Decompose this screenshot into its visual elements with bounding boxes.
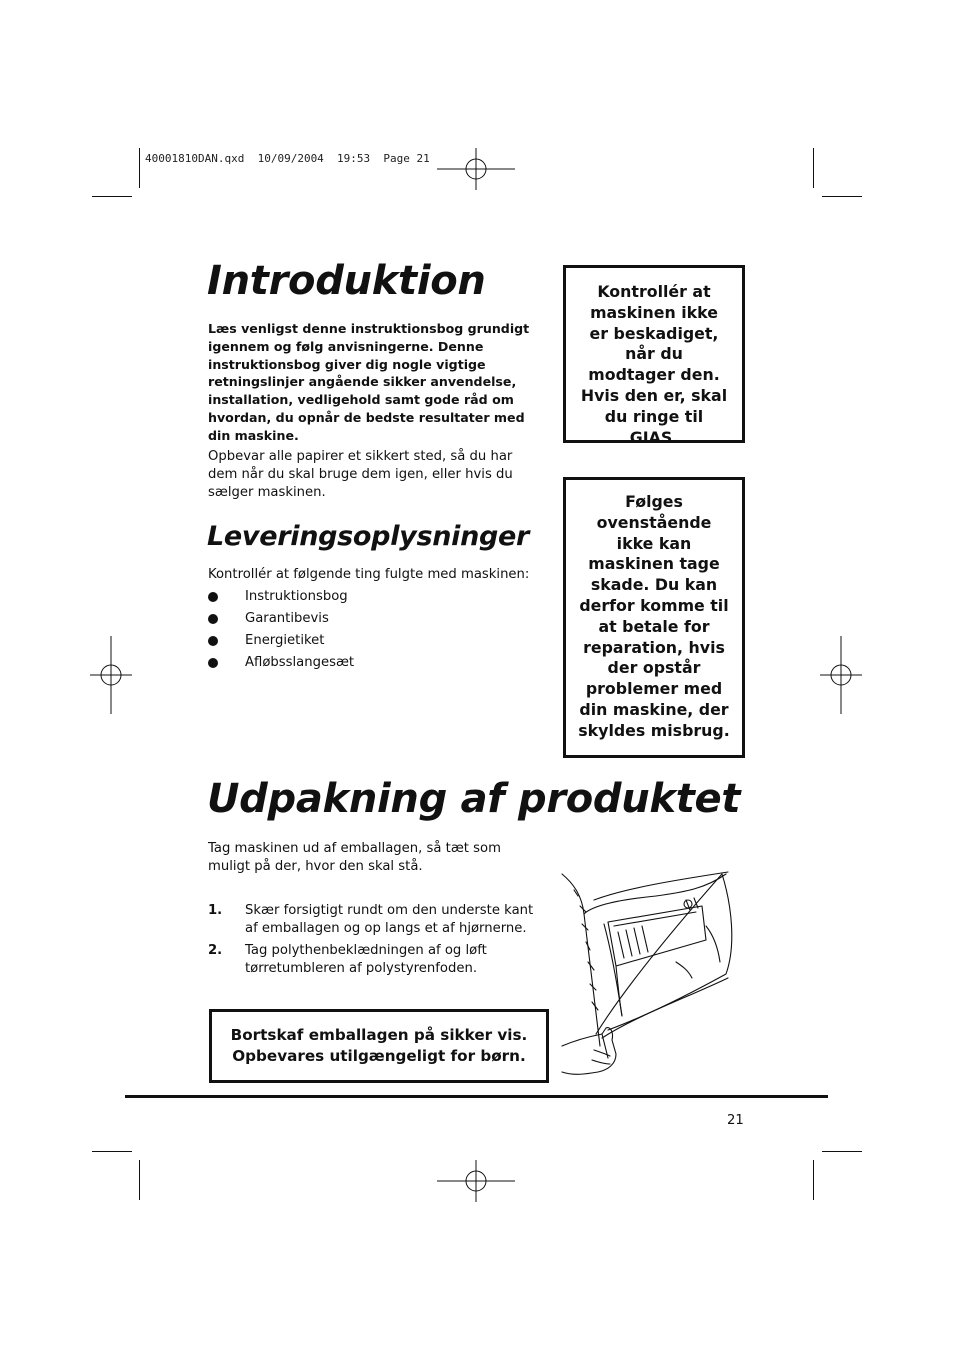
unpacking-steps — [208, 902, 548, 982]
bullet-icon — [208, 592, 218, 602]
delivery-items-list — [208, 586, 528, 674]
footer-rule — [125, 1095, 828, 1098]
crop-mark — [822, 196, 862, 197]
list-item: 2. Tag polythenbeklædningen af og løft tørretumbleren af polystyrenfoden. — [208, 943, 487, 976]
disposal-notice — [209, 1009, 549, 1083]
introduction-title: Introduktion — [207, 258, 486, 304]
introduction-paragraph: Opbevar alle papirer et sikkert sted, så du har dem når du skal bruge dem igen, eller hvis du sælger maskinen. — [208, 449, 513, 500]
list-item: Garantibevis — [208, 608, 528, 630]
dryer-unpacking-illustration-icon — [556, 866, 746, 1082]
registration-mark-icon — [90, 636, 134, 716]
crop-mark — [139, 1160, 140, 1200]
crop-mark — [813, 148, 814, 188]
check-damage-notice-text: Kontrollér at maskinen ikke er beskadiget, når du modtager den. Hvis den er, skal du ringe til GIAS. — [580, 282, 728, 447]
registration-mark-icon — [437, 148, 517, 192]
unpacking-intro: Tag maskinen ud af emballagen, så tæt som muligt på der, hvor den skal stå. — [208, 841, 501, 874]
bullet-icon — [208, 614, 218, 624]
delivery-intro: Kontrollér at følgende ting fulgte med maskinen: — [208, 567, 530, 582]
bullet-icon — [208, 658, 218, 668]
delivery-title: Leveringsoplysninger — [207, 521, 530, 552]
crop-mark — [813, 1160, 814, 1200]
print-slug: 40001810DAN.qxd 10/09/2004 19:53 Page 21 — [145, 152, 430, 165]
crop-mark — [822, 1151, 862, 1152]
registration-mark-icon — [437, 1160, 517, 1204]
disposal-notice-text: Bortskaf emballagen på sikker vis. Opbevares utilgængeligt for børn. — [230, 1026, 528, 1065]
check-damage-notice — [563, 265, 745, 447]
list-item: Afløbsslangesæt — [208, 652, 528, 674]
list-item: Energietiket — [208, 630, 528, 652]
page-number: 21 — [727, 1113, 744, 1128]
introduction-bold-paragraph: Læs venligst denne instruktionsbog grundigt igennem og følg anvisningerne. Denne instruktionsbog giver dig nogle vigtige retningslinjer angående sikker anvendelse, installation, vedligehold samt gode råd om hvordan, du opnår de bedste resultater med din maskine. — [208, 321, 530, 443]
crop-mark — [92, 196, 132, 197]
crop-mark — [139, 148, 140, 188]
list-item: Instruktionsbog — [208, 586, 528, 608]
registration-mark-icon — [820, 636, 864, 716]
crop-mark — [92, 1151, 132, 1152]
unpacking-title: Udpakning af produktet — [207, 776, 741, 822]
list-item: 1. Skær forsigtigt rundt om den underste kant af emballagen og op langs et af hjørnerne. — [208, 903, 534, 936]
misuse-warning-notice — [563, 477, 745, 758]
misuse-warning-notice-text: Følges ovenstående ikke kan maskinen tage skade. Du kan derfor komme til at betale for reparation, hvis der opstår problemer med din maskine, der skyldes misbrug. — [578, 492, 730, 740]
bullet-icon — [208, 636, 218, 646]
